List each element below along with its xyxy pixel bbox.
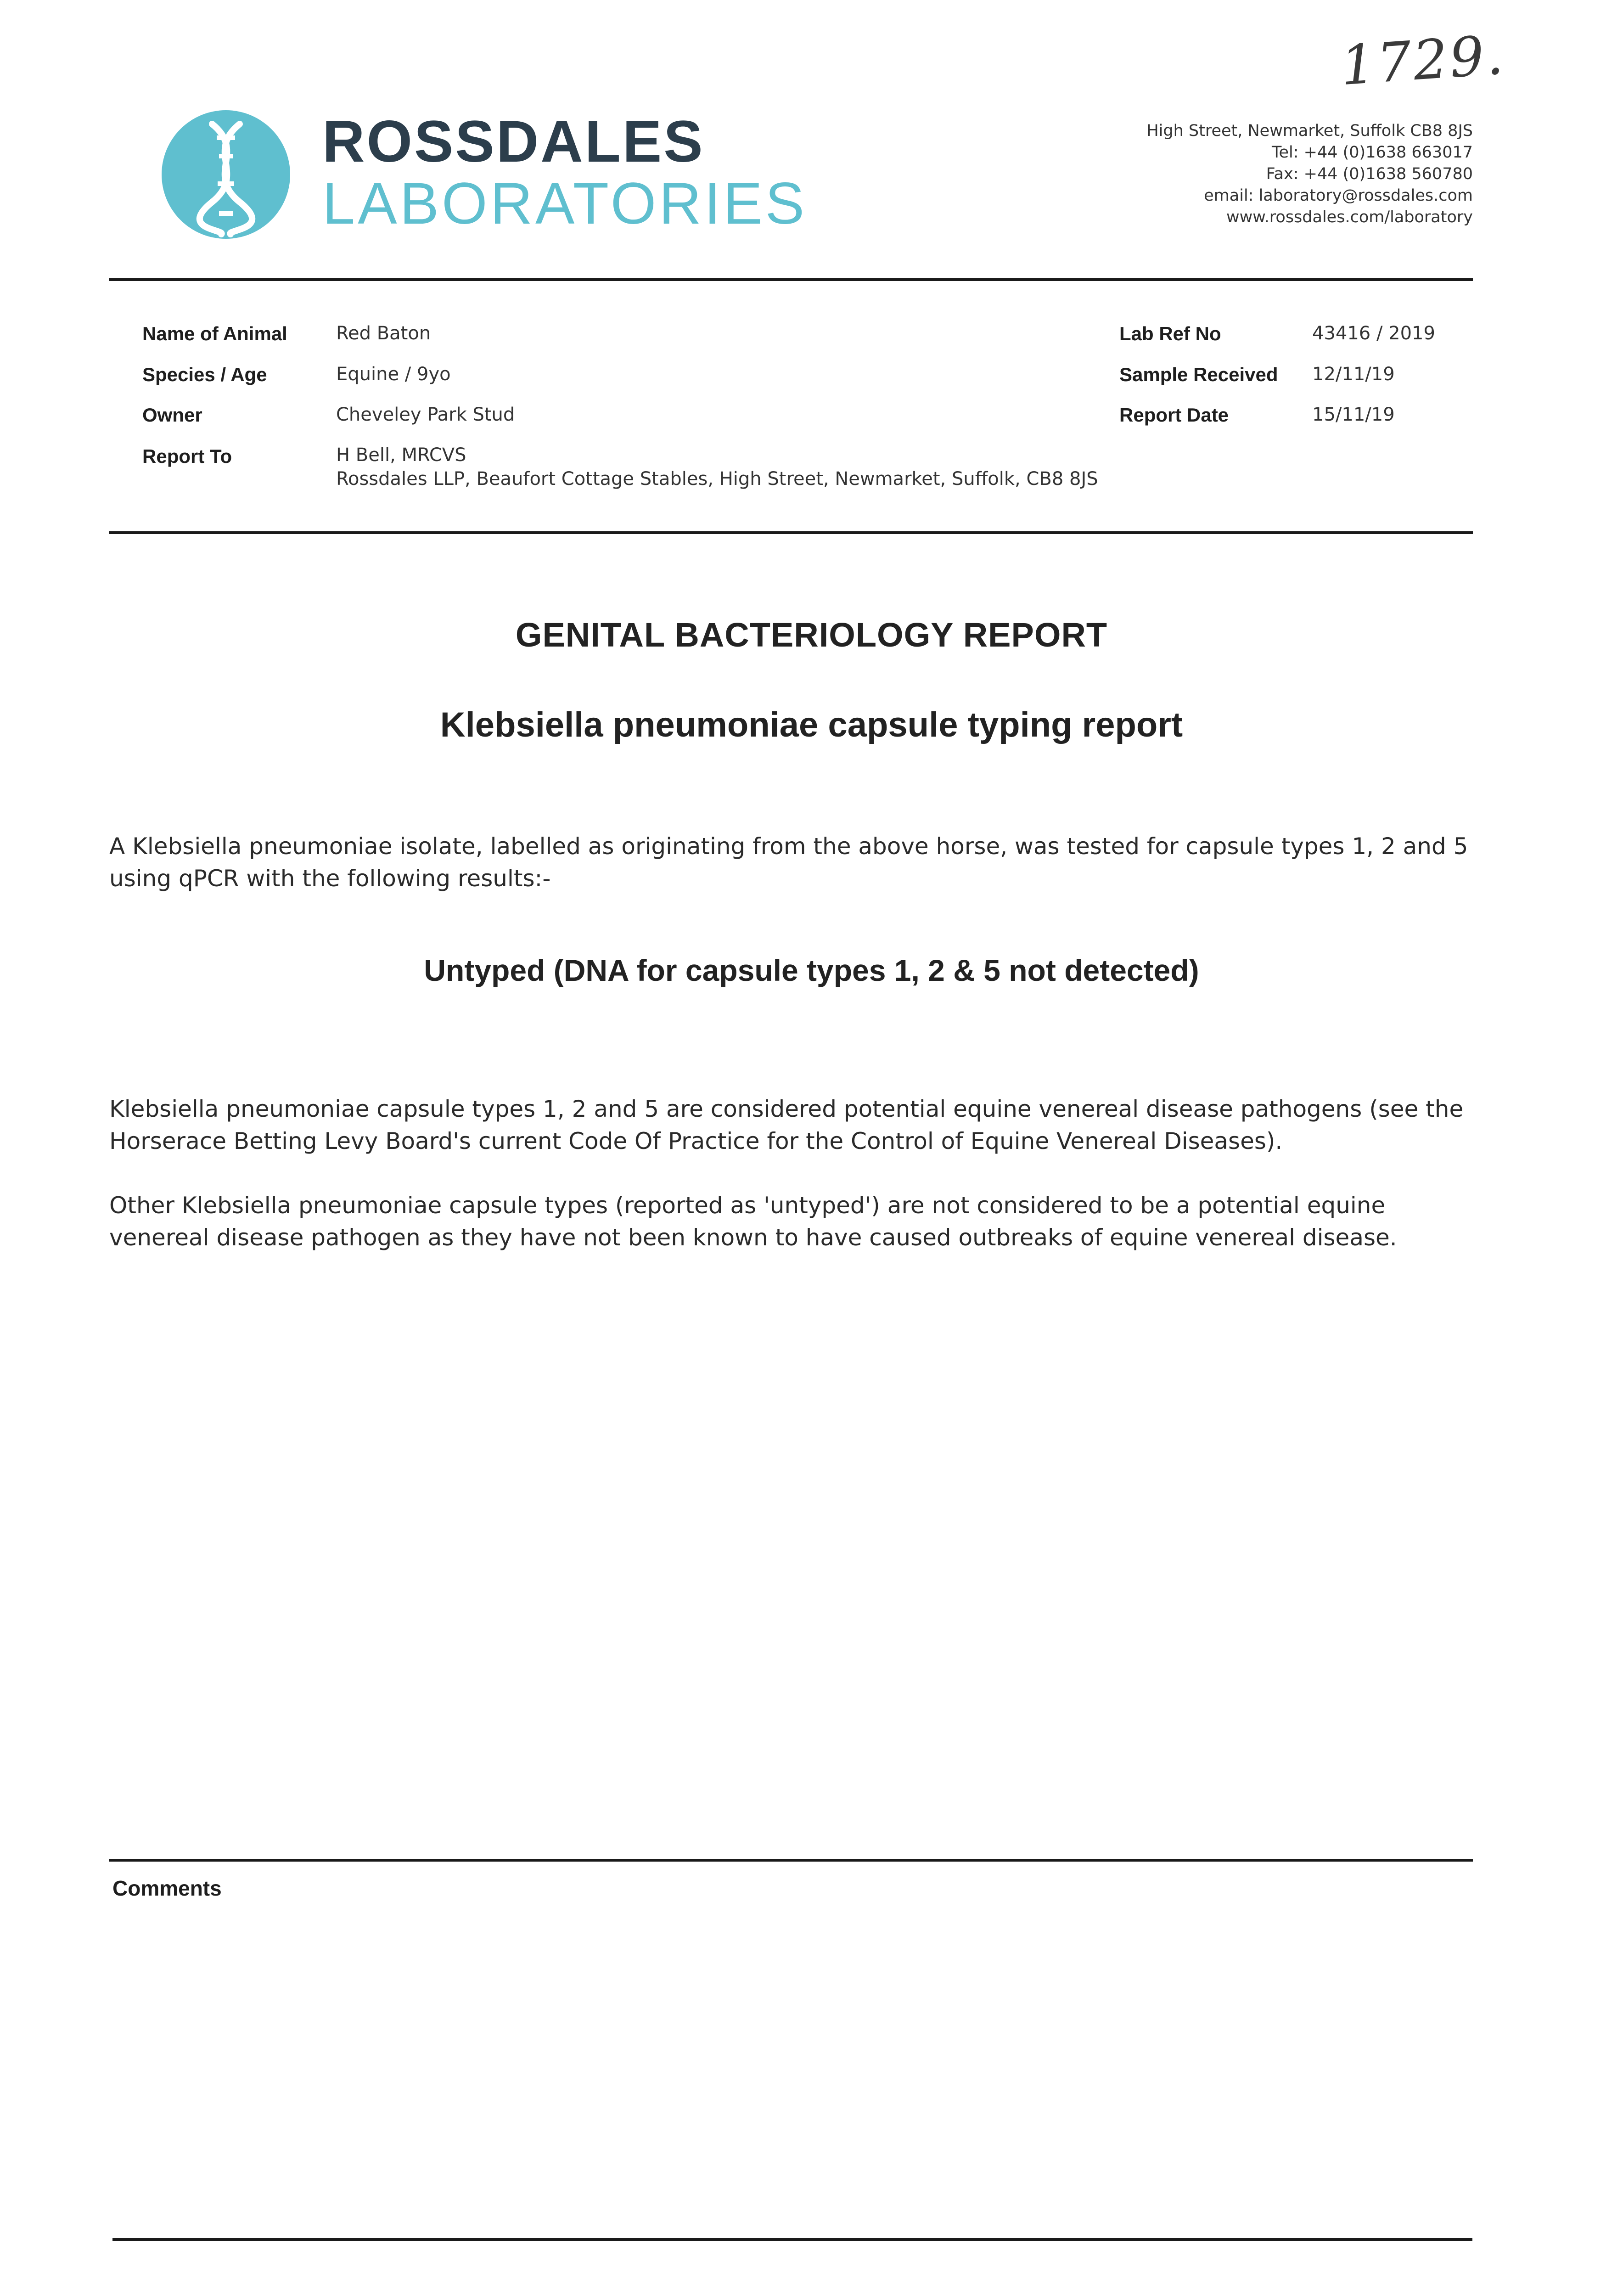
label-owner: Owner: [142, 404, 202, 426]
value-sample-received: 12/11/19: [1312, 364, 1395, 385]
footer-divider: [112, 2238, 1472, 2241]
contact-website[interactable]: www.rossdales.com/laboratory: [1226, 208, 1473, 226]
value-report-date: 15/11/19: [1312, 404, 1395, 425]
contact-fax: Fax: +44 (0)1638 560780: [1266, 165, 1473, 183]
label-sample-received: Sample Received: [1119, 364, 1278, 385]
brand-name-line1: ROSSDALES: [322, 109, 705, 174]
label-lab-ref-no: Lab Ref No: [1119, 323, 1221, 344]
contact-email[interactable]: email: laboratory@rossdales.com: [1204, 186, 1473, 205]
brand-name-line2: LABORATORIES: [322, 171, 807, 236]
handwritten-page-number: 1729.: [1338, 23, 1507, 98]
value-name-of-animal: Red Baton: [336, 323, 431, 344]
details-divider: [109, 531, 1473, 534]
intro-paragraph: A Klebsiella pneumoniae isolate, labelled as originating from the above horse, was tested for capsule types 1, 2 and 5 using qPCR with the following results:-: [109, 833, 1468, 892]
value-report-to-name: H Bell, MRCVS: [336, 445, 466, 466]
value-owner: Cheveley Park Stud: [336, 404, 515, 425]
label-name-of-animal: Name of Animal: [142, 323, 287, 344]
value-report-to-address: Rossdales LLP, Beaufort Cottage Stables, High Street, Newmarket, Suffolk, CB8 8JS: [336, 468, 1098, 490]
comments-label: Comments: [112, 1876, 222, 1900]
label-report-date: Report Date: [1119, 404, 1229, 426]
comments-divider: [109, 1859, 1473, 1862]
contact-address: High Street, Newmarket, Suffolk CB8 8JS: [1146, 122, 1473, 140]
note-paragraph-2: Other Klebsiella pneumoniae capsule types (reported as 'untyped') are not considered to be a potential equine venereal disease pathogen as they have not been known to have caused outbreaks of equine venereal disease.: [109, 1192, 1397, 1251]
label-report-to: Report To: [142, 445, 232, 467]
contact-block: [1146, 120, 1473, 228]
dna-logo-icon: [162, 110, 290, 239]
value-species-age: Equine / 9yo: [336, 364, 451, 385]
result-statement: Untyped (DNA for capsule types 1, 2 & 5 not detected): [424, 953, 1199, 987]
report-subtitle: Klebsiella pneumoniae capsule typing report: [440, 705, 1183, 744]
note-paragraph-1: Klebsiella pneumoniae capsule types 1, 2 and 5 are considered potential equine venereal disease pathogens (see the Horserace Betting Levy Board's current Code Of Practice for the Control of Equine Venereal Diseases).: [109, 1096, 1464, 1154]
value-lab-ref-no: 43416 / 2019: [1312, 323, 1435, 344]
contact-tel: Tel: +44 (0)1638 663017: [1272, 143, 1473, 162]
header-divider: [109, 278, 1473, 281]
label-species-age: Species / Age: [142, 364, 267, 385]
report-title: GENITAL BACTERIOLOGY REPORT: [515, 616, 1108, 654]
